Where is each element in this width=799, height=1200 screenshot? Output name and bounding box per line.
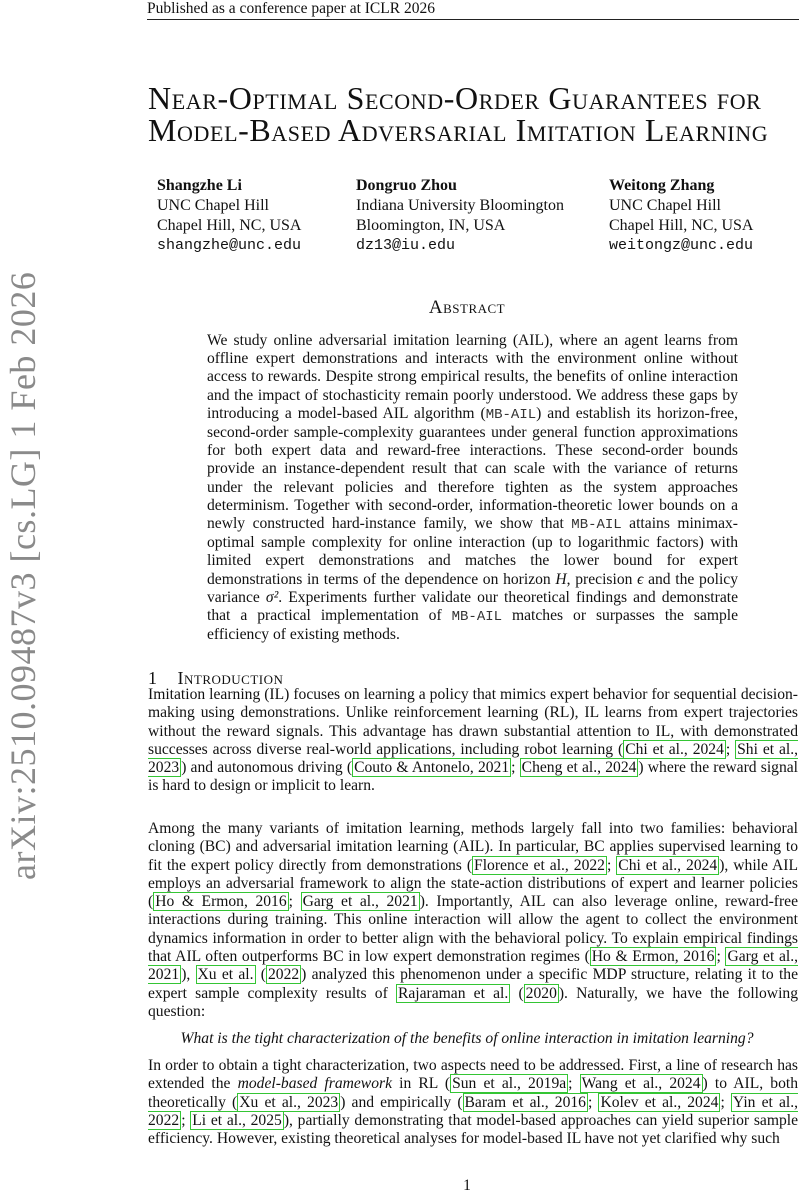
- arxiv-stamp: [0, 271, 43, 880]
- title-line-1: Near-Optimal Second-Order Guarantees for: [148, 80, 762, 116]
- abstract-body: [207, 332, 738, 644]
- algo-name: MB-AIL: [571, 517, 622, 534]
- body-text: ) and autonomous driving (: [181, 759, 353, 777]
- arxiv-id: arXiv:2510.09487v3 [cs.LG] 1 Feb 2026: [3, 271, 43, 880]
- running-header: Published as a conference paper at ICLR 2026: [147, 0, 799, 20]
- math-horizon: H: [555, 570, 567, 588]
- math-sigma: σ²: [265, 588, 279, 606]
- author-1: [157, 176, 301, 256]
- citation-link[interactable]: Florence et al., 2022: [474, 856, 605, 874]
- author-name: Shangzhe Li: [157, 177, 242, 194]
- abstract-text: . Experiments further validate our theoretical findings and demonstrate that a practical implementation of: [207, 588, 738, 625]
- research-question: What is the tight characterization of the benefits of online interaction in imitation learning?: [180, 1030, 754, 1047]
- algo-name: MB-AIL: [451, 609, 503, 626]
- citation-link[interactable]: Baram et al., 2016: [464, 1093, 586, 1111]
- body-text: ;: [720, 1093, 731, 1111]
- body-text: ) analyzed this phenomenon under a specific MDP structure, relating it to the expert sample complexity results of: [148, 966, 798, 1002]
- body-text: Among the many variants of imitation learning, methods largely fall into two families: behavioral cloning (BC) and adversarial imitation learning (AIL). In particular, BC applies supervised learning to fit the expert policy directly from demonstrations (: [148, 820, 798, 874]
- paragraph-1: [148, 686, 798, 796]
- body-text: ;: [511, 759, 520, 777]
- body-text: ;: [606, 856, 617, 874]
- author-email[interactable]: weitongz@unc.edu: [609, 237, 754, 254]
- body-text: ;: [288, 893, 301, 911]
- body-text: ;: [716, 948, 726, 966]
- body-text: ) and empirically (: [340, 1093, 463, 1111]
- citation-link[interactable]: Li et al., 2025: [192, 1111, 282, 1129]
- author-location: Chapel Hill, NC, USA: [609, 217, 754, 234]
- body-text: In order to obtain a tight characterization, two aspects need to be addressed. First, a line of research has extended the: [148, 1057, 798, 1093]
- body-text: ). Importantly, AIL can also leverage online, reward-free interactions during training. This online interaction will allow the agent to collect the environment dynamics information in order to better align with the behavioral policy. To explain empirical findings that AIL often outperforms BC in low expert demonstration regimes (: [148, 893, 799, 966]
- paragraph-2: [148, 820, 798, 1021]
- citation-link[interactable]: Shi et al., 2023: [148, 740, 799, 777]
- section-title: Introduction: [177, 668, 284, 688]
- author-name: Dongruo Zhou: [356, 177, 457, 194]
- author-email[interactable]: shangzhe@unc.edu: [157, 237, 302, 254]
- citation-link[interactable]: Ho & Ermon, 2016: [591, 948, 715, 966]
- body-text: ;: [568, 1075, 580, 1093]
- citation-link[interactable]: Sun et al., 2019a: [452, 1075, 567, 1093]
- citation-link[interactable]: Couto & Antonelo, 2021: [354, 759, 510, 777]
- body-text: (: [510, 984, 524, 1002]
- page-number: 1: [463, 1177, 471, 1194]
- citation-link[interactable]: Wang et al., 2024: [581, 1075, 701, 1093]
- body-text: ) where the reward signal is hard to design or implicit to learn.: [148, 759, 799, 795]
- author-affiliation: Indiana University Bloomington: [356, 197, 564, 214]
- citation-link[interactable]: Chi et al., 2024: [618, 856, 718, 874]
- body-text: ), partially demonstrating that model-based approaches can yield superior sample efficiency. However, existing theoretical analyses for model-based IL have not yet clarified why such: [148, 1111, 798, 1148]
- abstract-heading: Abstract: [428, 297, 506, 318]
- citation-link[interactable]: Garg et al., 2021: [302, 893, 418, 911]
- body-text: ;: [587, 1093, 599, 1111]
- body-text: ;: [725, 740, 736, 758]
- algo-name: MB-AIL: [485, 406, 537, 423]
- body-text: ) to AIL, both theoretically (: [148, 1075, 798, 1111]
- abstract-text: attains minimax-optimal sample complexity for online interaction (up to logarithmic factors) with limited expert demonstrations and matches the lower bound for expert demonstrations in terms of the dependence on horizon: [207, 515, 738, 588]
- section-number: 1: [148, 668, 158, 688]
- body-text: ),: [181, 966, 196, 984]
- citation-link[interactable]: 2020: [525, 984, 557, 1002]
- paragraph-3: [148, 1057, 798, 1148]
- author-3: [609, 176, 753, 256]
- author-location: Chapel Hill, NC, USA: [157, 217, 302, 234]
- abstract-text: ) and establish its horizon-free, second-order sample-complexity guarantees under general function approximations for both expert data and reward-free interactions. These second-order bounds provide an instance-dependent result that can scale with the variance of returns under the relevant policies and therefore tighten as the system approaches determinism. Together with second-order, information-theoretic lower bounds on a newly constructed hard-instance family, we show that: [207, 404, 738, 533]
- abstract-text: matches or surpasses the sample efficiency of existing methods.: [207, 607, 738, 644]
- abstract-text: We study online adversarial imitation learning (AIL), where an agent learns from offline expert demonstrations and interacts with the environment online without access to rewards. Despite strong empirical results, the benefits of online interaction and the impact of stochasticity remain poorly understood. We address these gaps by introducing a model-based AIL algorithm (: [207, 332, 738, 422]
- author-affiliation: UNC Chapel Hill: [609, 197, 721, 214]
- body-text: (: [255, 966, 266, 984]
- citation-link[interactable]: Yin et al., 2022: [148, 1093, 799, 1129]
- body-text: ), while AIL employs an adversarial framework to align the state-action distributions of expert and learner policies (: [148, 856, 799, 911]
- author-2: [356, 176, 564, 256]
- body-text: ;: [181, 1111, 191, 1129]
- citation-link[interactable]: Rajaraman et al.: [397, 984, 509, 1002]
- citation-link[interactable]: Xu et al.: [197, 966, 254, 984]
- author-name: Weitong Zhang: [609, 177, 715, 194]
- title-line-2: Model-Based Adversarial Imitation Learning: [148, 112, 769, 148]
- math-epsilon: ϵ: [637, 570, 644, 588]
- emphasis-text: model-based framework: [237, 1075, 392, 1093]
- citation-link[interactable]: Xu et al., 2023: [239, 1093, 339, 1111]
- abstract-text: , precision: [566, 570, 638, 588]
- citation-link[interactable]: Garg et al., 2021: [148, 948, 798, 984]
- citation-link[interactable]: Kolev et al., 2024: [600, 1093, 719, 1111]
- author-affiliation: UNC Chapel Hill: [157, 197, 269, 214]
- paper-title: [148, 82, 799, 146]
- citation-link[interactable]: Ho & Ermon, 2016: [155, 893, 287, 911]
- author-email[interactable]: dz13@iu.edu: [356, 237, 456, 254]
- body-text: in RL (: [392, 1075, 451, 1093]
- abstract-text: and the policy variance: [207, 570, 739, 606]
- citation-link[interactable]: 2022: [267, 966, 300, 984]
- citation-link[interactable]: Chi et al., 2024: [625, 740, 724, 758]
- author-location: Bloomington, IN, USA: [356, 217, 506, 234]
- body-text: Imitation learning (IL) focuses on learning a policy that mimics expert behavior for sequential decision-making using demonstrations. Unlike reinforcement learning (RL), IL learns from expert trajectories without the reward signals. This advantage has drawn substantial attention to IL, with demonstrated successes across diverse real-world applications, including robot learning (: [148, 686, 798, 758]
- citation-link[interactable]: Cheng et al., 2024: [521, 759, 637, 777]
- body-text: ). Naturally, we have the following question:: [148, 984, 798, 1020]
